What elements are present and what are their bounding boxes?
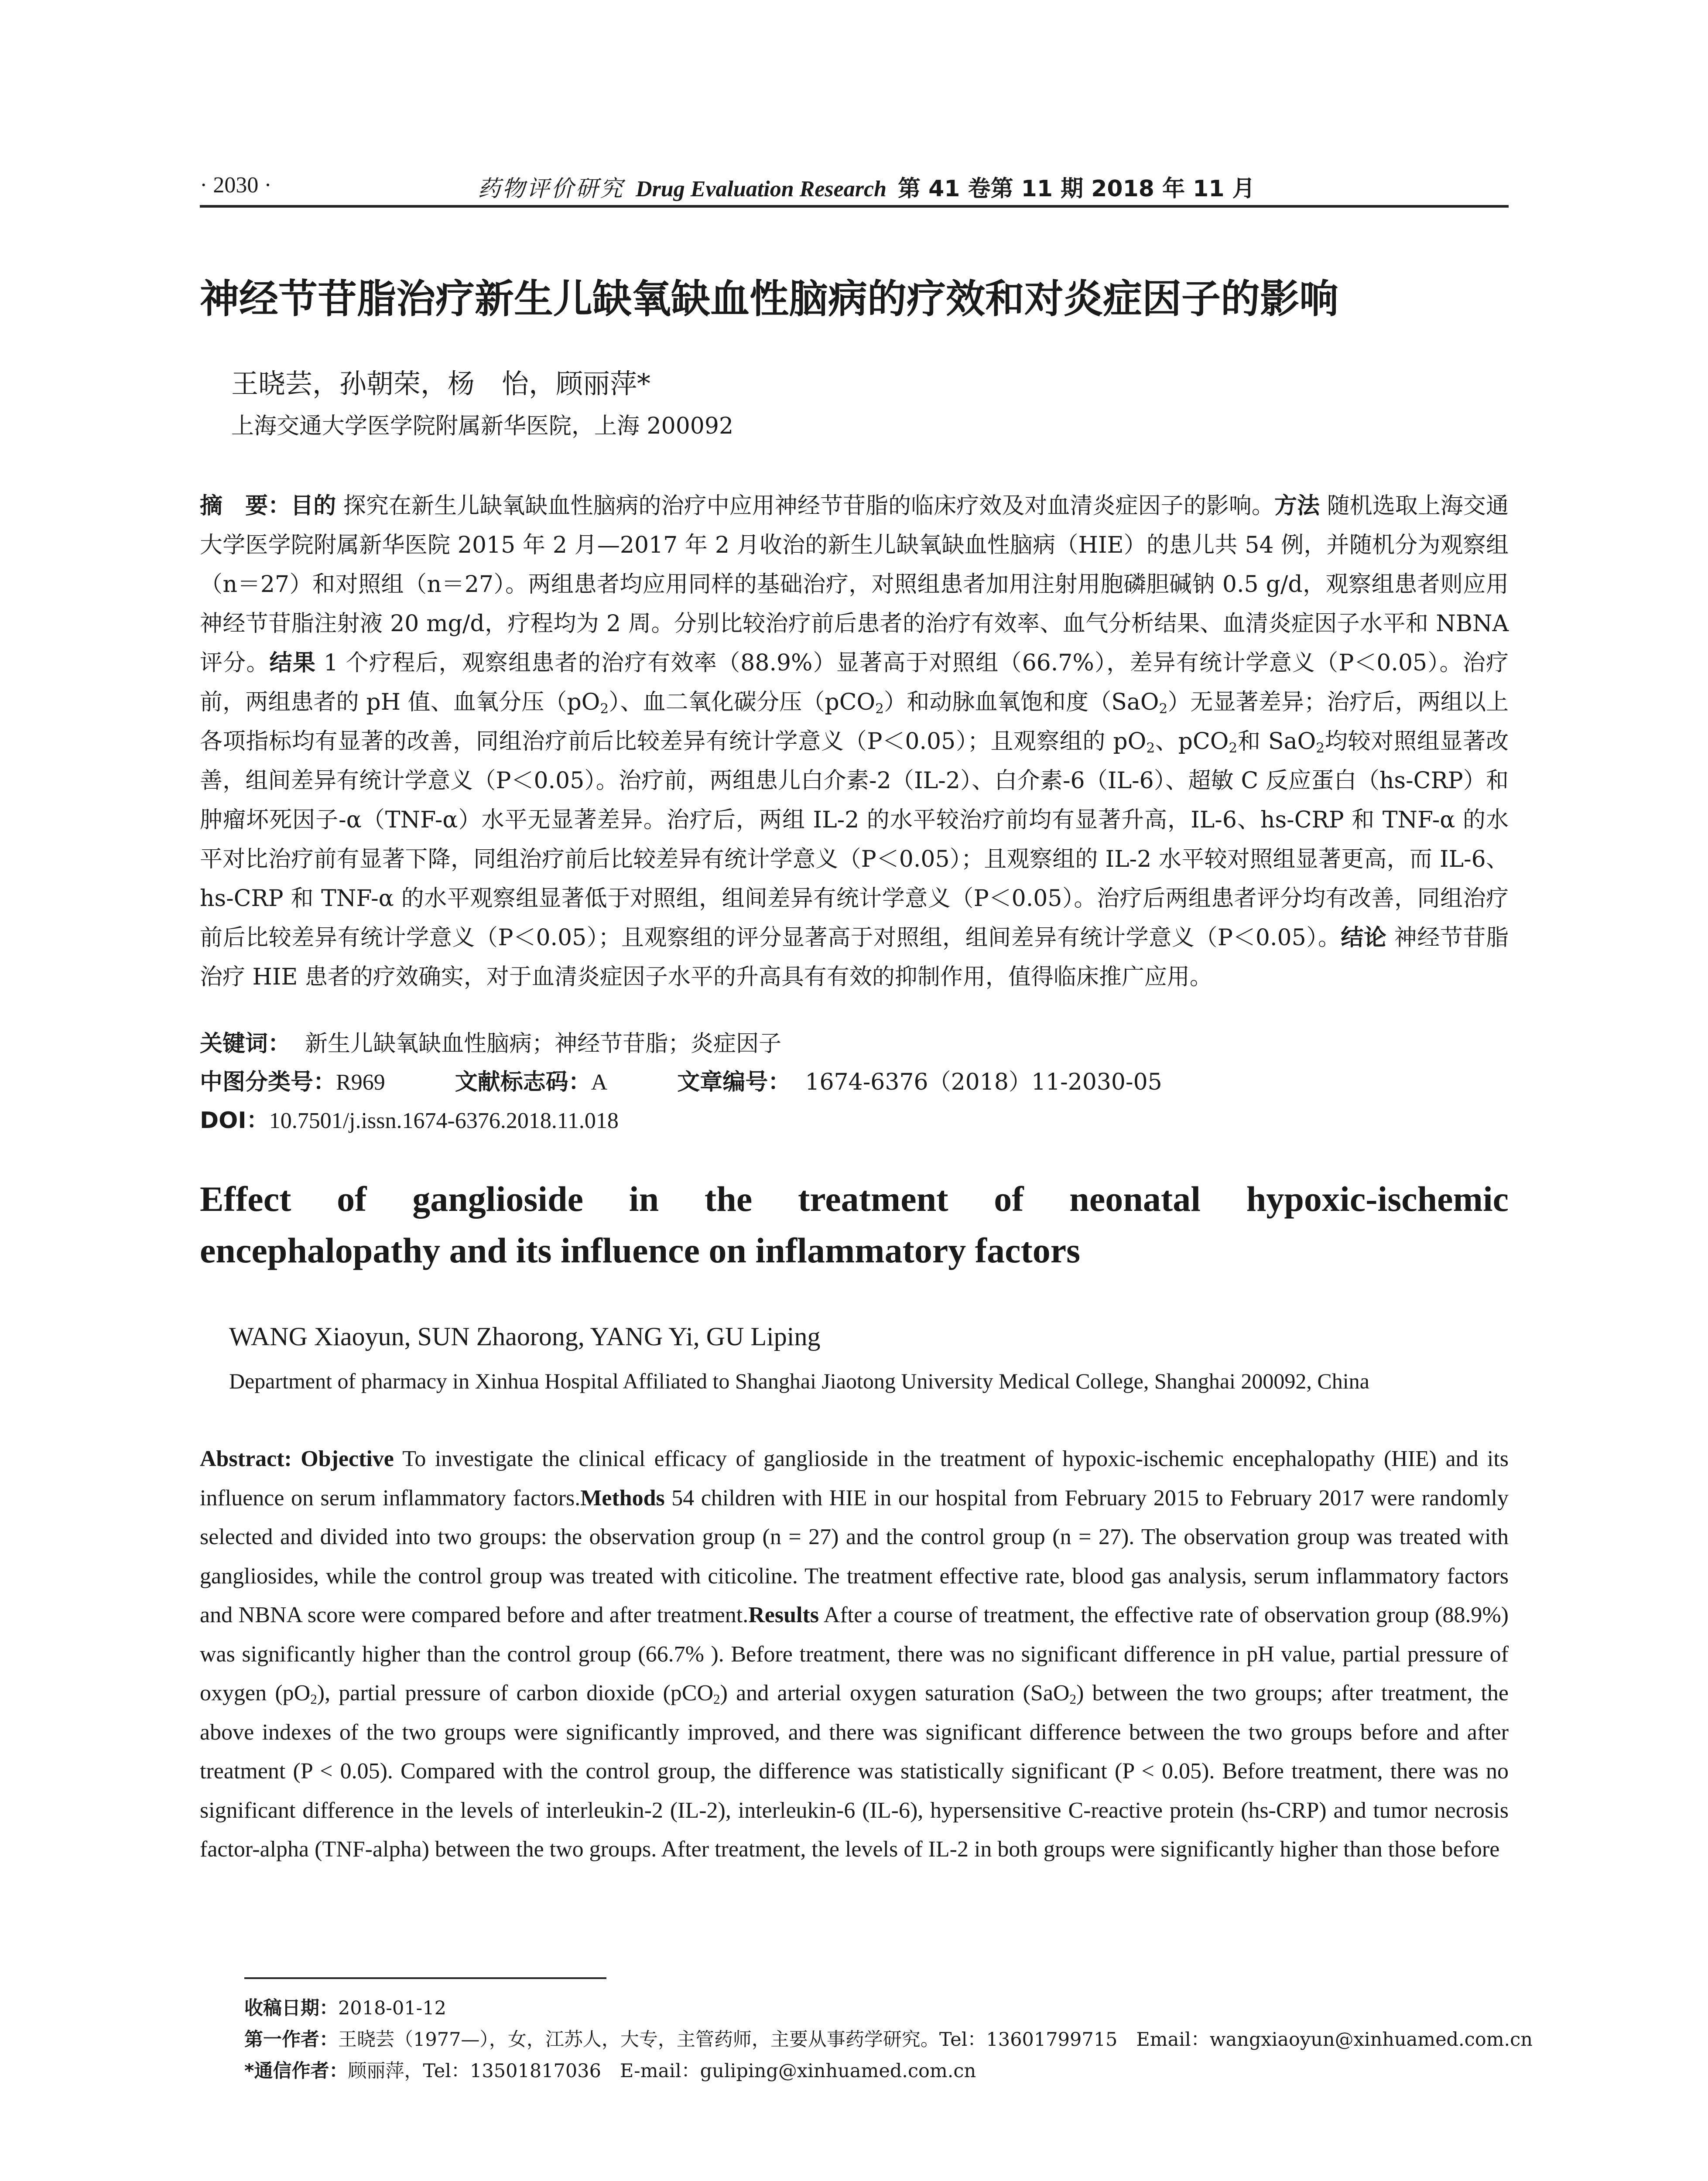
results-label: Results: [748, 1603, 819, 1627]
clc-label: 中图分类号：: [200, 1069, 336, 1095]
objective-label: 目的: [291, 493, 336, 519]
footnote-rule: [244, 1977, 606, 1979]
footnote-corresponding: [244, 2056, 976, 2083]
issue-info: 第 41 卷第 11 期 2018 年 11 月: [898, 176, 1255, 202]
results-text: 均较对照组显著改善，组间差异有统计学意义（P＜0.05）。治疗前，两组患儿白介素-2（IL-2）、白介素-6（IL-6）、超敏 C 反应蛋白（hs-CRP）和肿瘤坏死因子-α（TNF-α）水平无显著差异。治疗后，两组 IL-2 的水平较治疗前均有显著升高，IL-6、hs-CRP 和 TNF-α 的水平对比治疗前有显著下降，同组治疗前后比较差异有统计学意义（P＜0.05）；且观察组的 IL-2 水平较对照组显著更高，而 IL-6、hs-CRP 和 TNF-α 的水平观察组显著低于对照组，组间差异有统计学意义（P＜0.05）。治疗后两组患者评分均有改善，同组治疗前后比较差异有统计学意义（P＜0.05）；且观察组的评分显著高于对照组，组间差异有统计学意义（P＜0.05）。: [200, 728, 1509, 951]
english-author-list: WANG Xiaoyun, SUN Zhaorong, YANG Yi, GU Liping: [229, 1322, 821, 1351]
methods-label: 方法: [1274, 493, 1320, 519]
results-text: 、pCO: [1155, 728, 1229, 755]
objective-text: To investigate the clinical efficacy of ganglioside in the treatment of hypoxic-ischemic encephalopathy (HIE) and its influence on serum inflammatory factors.: [200, 1446, 1509, 1511]
subscript: 2: [1229, 740, 1238, 756]
article-no-label: 文章编号：: [677, 1069, 791, 1095]
footnote-received: [244, 1993, 446, 2020]
classification-line: [200, 1063, 1162, 1096]
methods-label: Methods: [580, 1485, 665, 1511]
running-header: [478, 170, 1255, 203]
english-title: [200, 1173, 1509, 1276]
results-text: After a course of treatment, the effective rate of observation group (88.9%) was significantly higher than the control group (66.7% ). Before treatment, there was no significant difference in pH value, partial pressure of oxygen (pO: [200, 1603, 1509, 1706]
abstract-en: [200, 1439, 1509, 1869]
doccode-label: 文献标志码：: [455, 1069, 591, 1095]
page-number: · 2030 ·: [200, 173, 272, 198]
doccode-value: A: [591, 1070, 608, 1095]
keywords: [200, 1025, 781, 1058]
doi: [200, 1102, 619, 1135]
page-title: 神经节苷脂治疗新生儿缺氧缺血性脑病的疗效和对炎症因子的影响: [200, 276, 1338, 322]
author-list: 王晓芸，孙朝荣，杨 怡，顾丽萍*: [231, 368, 651, 400]
methods-text: 54 children with HIE in our hospital from February 2015 to February 2017 were randomly selected and divided into two groups: the observation group (n = 27) and the control group (n = 27). The observation group was treated with gangliosides, while the control group was treated with citicoline. The treatment effective rate, blood gas analysis, serum inflammatory factors and NBNA score were compared before and after treatment.: [200, 1485, 1509, 1627]
results-text: ）、血二氧化碳分压（pCO: [609, 689, 876, 715]
conclusion-text: 神经节苷脂治疗 HIE 患者的疗效确实，对于血清炎症因子水平的升高具有有效的抑制作用，值得临床推广应用。: [200, 925, 1509, 990]
header-rule: [200, 205, 1509, 208]
abstract-label: 摘 要：: [200, 493, 291, 519]
methods-text: 随机选取上海交通大学医学院附属新华医院 2015 年 2 月—2017 年 2 月收治的新生儿缺氧缺血性脑病（HIE）的患儿共 54 例，并随机分为观察组（n＝27）和对照组（n＝27）。两组患者均应用同样的基础治疗，对照组患者加用注射用胞磷胆碱钠 0.5 g/d，观察组患者则应用神经节苷脂注射液 20 mg/d，疗程均为 2 周。分别比较治疗前后患者的治疗有效率、血气分析结果、血清炎症因子水平和 NBNA 评分。: [200, 493, 1509, 676]
keywords-label: 关键词：: [200, 1031, 291, 1057]
first-author-label: 第一作者：: [244, 2029, 338, 2051]
subscript: 2: [310, 1692, 317, 1707]
subscript: 2: [875, 701, 884, 717]
results-text: ）和动脉血氧饱和度（SaO: [884, 689, 1159, 715]
conclusion-label: 结论: [1341, 925, 1387, 951]
first-author-value: 王晓芸（1977—），女，江苏人，大专，主管药师，主要从事药学研究。Tel：13601799715 Email：wangxiaoyun@xinhuamed.com.cn: [338, 2029, 1533, 2051]
corresponding-label: *通信作者：: [244, 2060, 348, 2082]
footnote-first-author: [244, 2025, 1533, 2051]
subscript: 2: [1316, 740, 1325, 756]
keywords-text: 新生儿缺氧缺血性脑病；神经节苷脂；炎症因子: [305, 1031, 782, 1057]
abstract-cn: [200, 486, 1509, 997]
journal-name: Drug Evaluation Research: [636, 177, 887, 202]
subscript: 2: [600, 701, 609, 717]
results-text: ) between the two groups; after treatment, the above indexes of the two groups were significantly improved, and there was significant difference between the two groups before and after treatment (P < 0.05). Compared with the control group, the difference was statistically significant (P < 0.05). Before treatment, there was no significant difference in the levels of interleukin-2 (IL-2), interleukin-6 (IL-6), hypersensitive C-reactive protein (hs-CRP) and tumor necrosis factor-alpha (TNF-alpha) between the two groups. After treatment, the levels of IL-2 in both groups were significantly higher than those before: [200, 1681, 1509, 1862]
corresponding-value: 顾丽萍，Tel：13501817036 E-mail：guliping@xinhuamed.com.cn: [348, 2060, 976, 2082]
affiliation: 上海交通大学医学院附属新华医院，上海 200092: [231, 413, 734, 439]
subscript: 2: [1159, 701, 1168, 717]
subscript: 2: [1146, 740, 1155, 756]
results-text: ) and arterial oxygen saturation (SaO: [720, 1681, 1070, 1706]
subscript: 2: [1069, 1692, 1077, 1707]
results-text: 1 个疗程后，观察组患者的治疗有效率（88.9%）显著高于对照组（66.7%），差异有统计学意义（P＜0.05）。治疗前，两组患者的 pH 值、血氧分压（pO: [200, 650, 1509, 715]
received-value: 2018-01-12: [338, 1997, 446, 2019]
clc-value: R969: [336, 1070, 385, 1095]
results-text: 和 SaO: [1237, 728, 1316, 755]
doi-value: 10.7501/j.issn.1674-6376.2018.11.018: [269, 1108, 619, 1133]
received-label: 收稿日期：: [244, 1997, 338, 2019]
journal-logo: 药物评价研究: [478, 176, 625, 202]
english-affiliation: Department of pharmacy in Xinhua Hospital Affiliated to Shanghai Jiaotong University Medical College, Shanghai 200092, China: [229, 1369, 1369, 1393]
results-text: ), partial pressure of carbon dioxide (pCO: [317, 1681, 714, 1706]
objective-label: Objective: [301, 1446, 394, 1471]
subscript: 2: [713, 1692, 720, 1707]
results-label: 结果: [269, 650, 316, 676]
objective-text: 探究在新生儿缺氧缺血性脑病的治疗中应用神经节苷脂的临床疗效及对血清炎症因子的影响。: [336, 493, 1274, 519]
english-title-line-2: encephalopathy and its influence on inflammatory factors: [200, 1231, 1081, 1270]
abstract-label: Abstract:: [200, 1446, 292, 1471]
english-title-line-1: Effect of ganglioside in the treatment of neonatal hypoxic-ischemic: [200, 1179, 1509, 1219]
article-no-value: 1674-6376（2018）11-2030-05: [805, 1069, 1162, 1095]
doi-label: DOI：: [200, 1108, 269, 1134]
results-text: ）无显著差异；治疗后，两组以上各项指标均有显著的改善，同组治疗前后比较差异有统计学意义（P＜0.05）；且观察组的 pO: [200, 689, 1509, 755]
